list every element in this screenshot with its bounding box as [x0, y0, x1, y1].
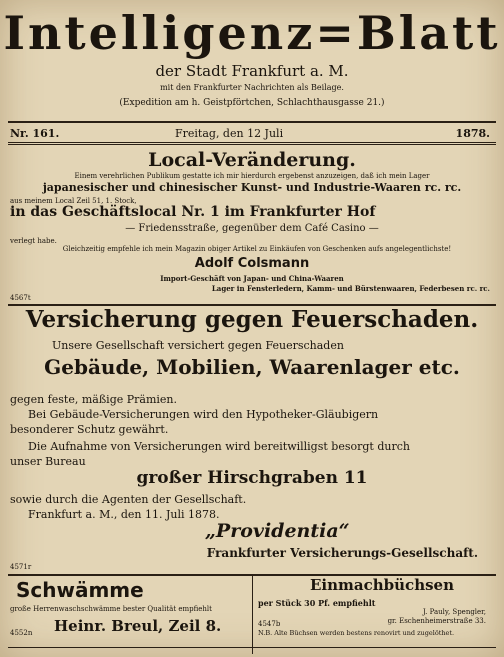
ad2-line: besonderer Schutz gewährt.	[10, 423, 169, 436]
dateline-rule	[8, 142, 496, 145]
ad3-heading: Schwämme	[16, 578, 144, 602]
ad3-code: 4552n	[10, 629, 33, 637]
column-divider	[252, 576, 253, 654]
ad1-line: in das Geschäftslocal Nr. 1 im Frankfurter Hof	[10, 204, 376, 220]
ad2-line: gegen feste, mäßige Prämien.	[10, 393, 177, 406]
ad3-name: Heinr. Breul, Zeil 8.	[54, 617, 222, 635]
ad1-heading: Local-Veränderung.	[148, 149, 356, 171]
masthead-rule	[8, 121, 496, 123]
ad2-line: Gebäude, Mobilien, Waarenlager etc.	[44, 355, 460, 379]
ad1-line: Einem verehrlichen Publikum gestatte ich mir hierdurch ergebenst anzuzeigen, daß ich mein Lager	[74, 172, 430, 180]
ad4-note: N.B. Alte Büchsen werden bestens renovirt und zugelöthet.	[258, 629, 455, 637]
ad1-line: Gleichzeitig empfehle ich mein Magazin obiger Artikel zu Einkäufen von Geschenken aufs angelegentlichste!	[62, 245, 452, 253]
ad2-address: großer Hirschgraben 11	[136, 468, 368, 488]
ad1-line: — Friedensstraße, gegenüber dem Café Casino —	[125, 223, 379, 234]
ad2-company-full: Frankfurter Versicherungs-Gesellschaft.	[206, 546, 478, 560]
issue-date: Freitag, den 12 Juli	[175, 127, 284, 140]
ad4-address: gr. Eschenheimerstraße 33.	[387, 617, 486, 625]
ad4-code: 4547b	[258, 620, 281, 628]
ad2-company: „Providentia“	[205, 520, 350, 542]
issue-year: 1878.	[455, 127, 490, 140]
ad4-name: J. Pauly, Spengler,	[422, 608, 486, 616]
ad2-line: Die Aufnahme von Versicherungen wird bereitwilligst besorgt durch	[28, 440, 410, 453]
page-bottom-rule	[8, 647, 496, 648]
masthead-title: Intelligenz=Blatt	[3, 6, 501, 60]
ad1-name: Adolf Colsmann	[194, 256, 310, 271]
masthead-expedition: (Expedition am h. Geistpförtchen, Schlachthausgasse 21.)	[119, 98, 385, 108]
ad2-heading: Versicherung gegen Feuerschaden.	[25, 306, 479, 333]
ad2-line: sowie durch die Agenten der Gesellschaft.	[10, 493, 247, 506]
masthead-supplement: mit den Frankfurter Nachrichten als Beilage.	[160, 83, 344, 92]
ad1-sub: Import-Geschäft von Japan- und China-Waaren	[160, 274, 344, 283]
ad1-line: japanesischer und chinesischer Kunst- und Industrie-Waaren rc. rc.	[42, 181, 462, 194]
ad2-line: Unsere Gesellschaft versichert gegen Feuerschaden	[52, 339, 344, 352]
ad4-heading: Einmachbüchsen	[310, 576, 454, 594]
ad1-code: 4567t	[10, 294, 31, 302]
ad3-line: große Herrenwaschschwämme bester Qualität empfiehlt	[10, 605, 212, 613]
masthead-city: der Stadt Frankfurt a. M.	[155, 62, 349, 80]
ad1-line: aus meinem Local Zeil 51, 1. Stock,	[10, 197, 137, 205]
ad4-line: per Stück 30 Pf. empfiehlt	[258, 598, 376, 608]
issue-number: Nr. 161.	[10, 127, 60, 140]
ad2-dateline: Frankfurt a. M., den 11. Juli 1878.	[28, 508, 220, 521]
ad1-sub: Lager in Fensterledern, Kamm- und Bürstenwaaren, Federbesen rc. rc.	[211, 284, 490, 293]
ad2-code: 4571r	[10, 563, 32, 571]
ad2-line: unser Bureau	[10, 455, 86, 468]
ad2-line: Bei Gebäude-Versicherungen wird den Hypotheker-Gläubigern	[28, 408, 379, 421]
ad1-line: verlegt habe.	[10, 237, 57, 245]
